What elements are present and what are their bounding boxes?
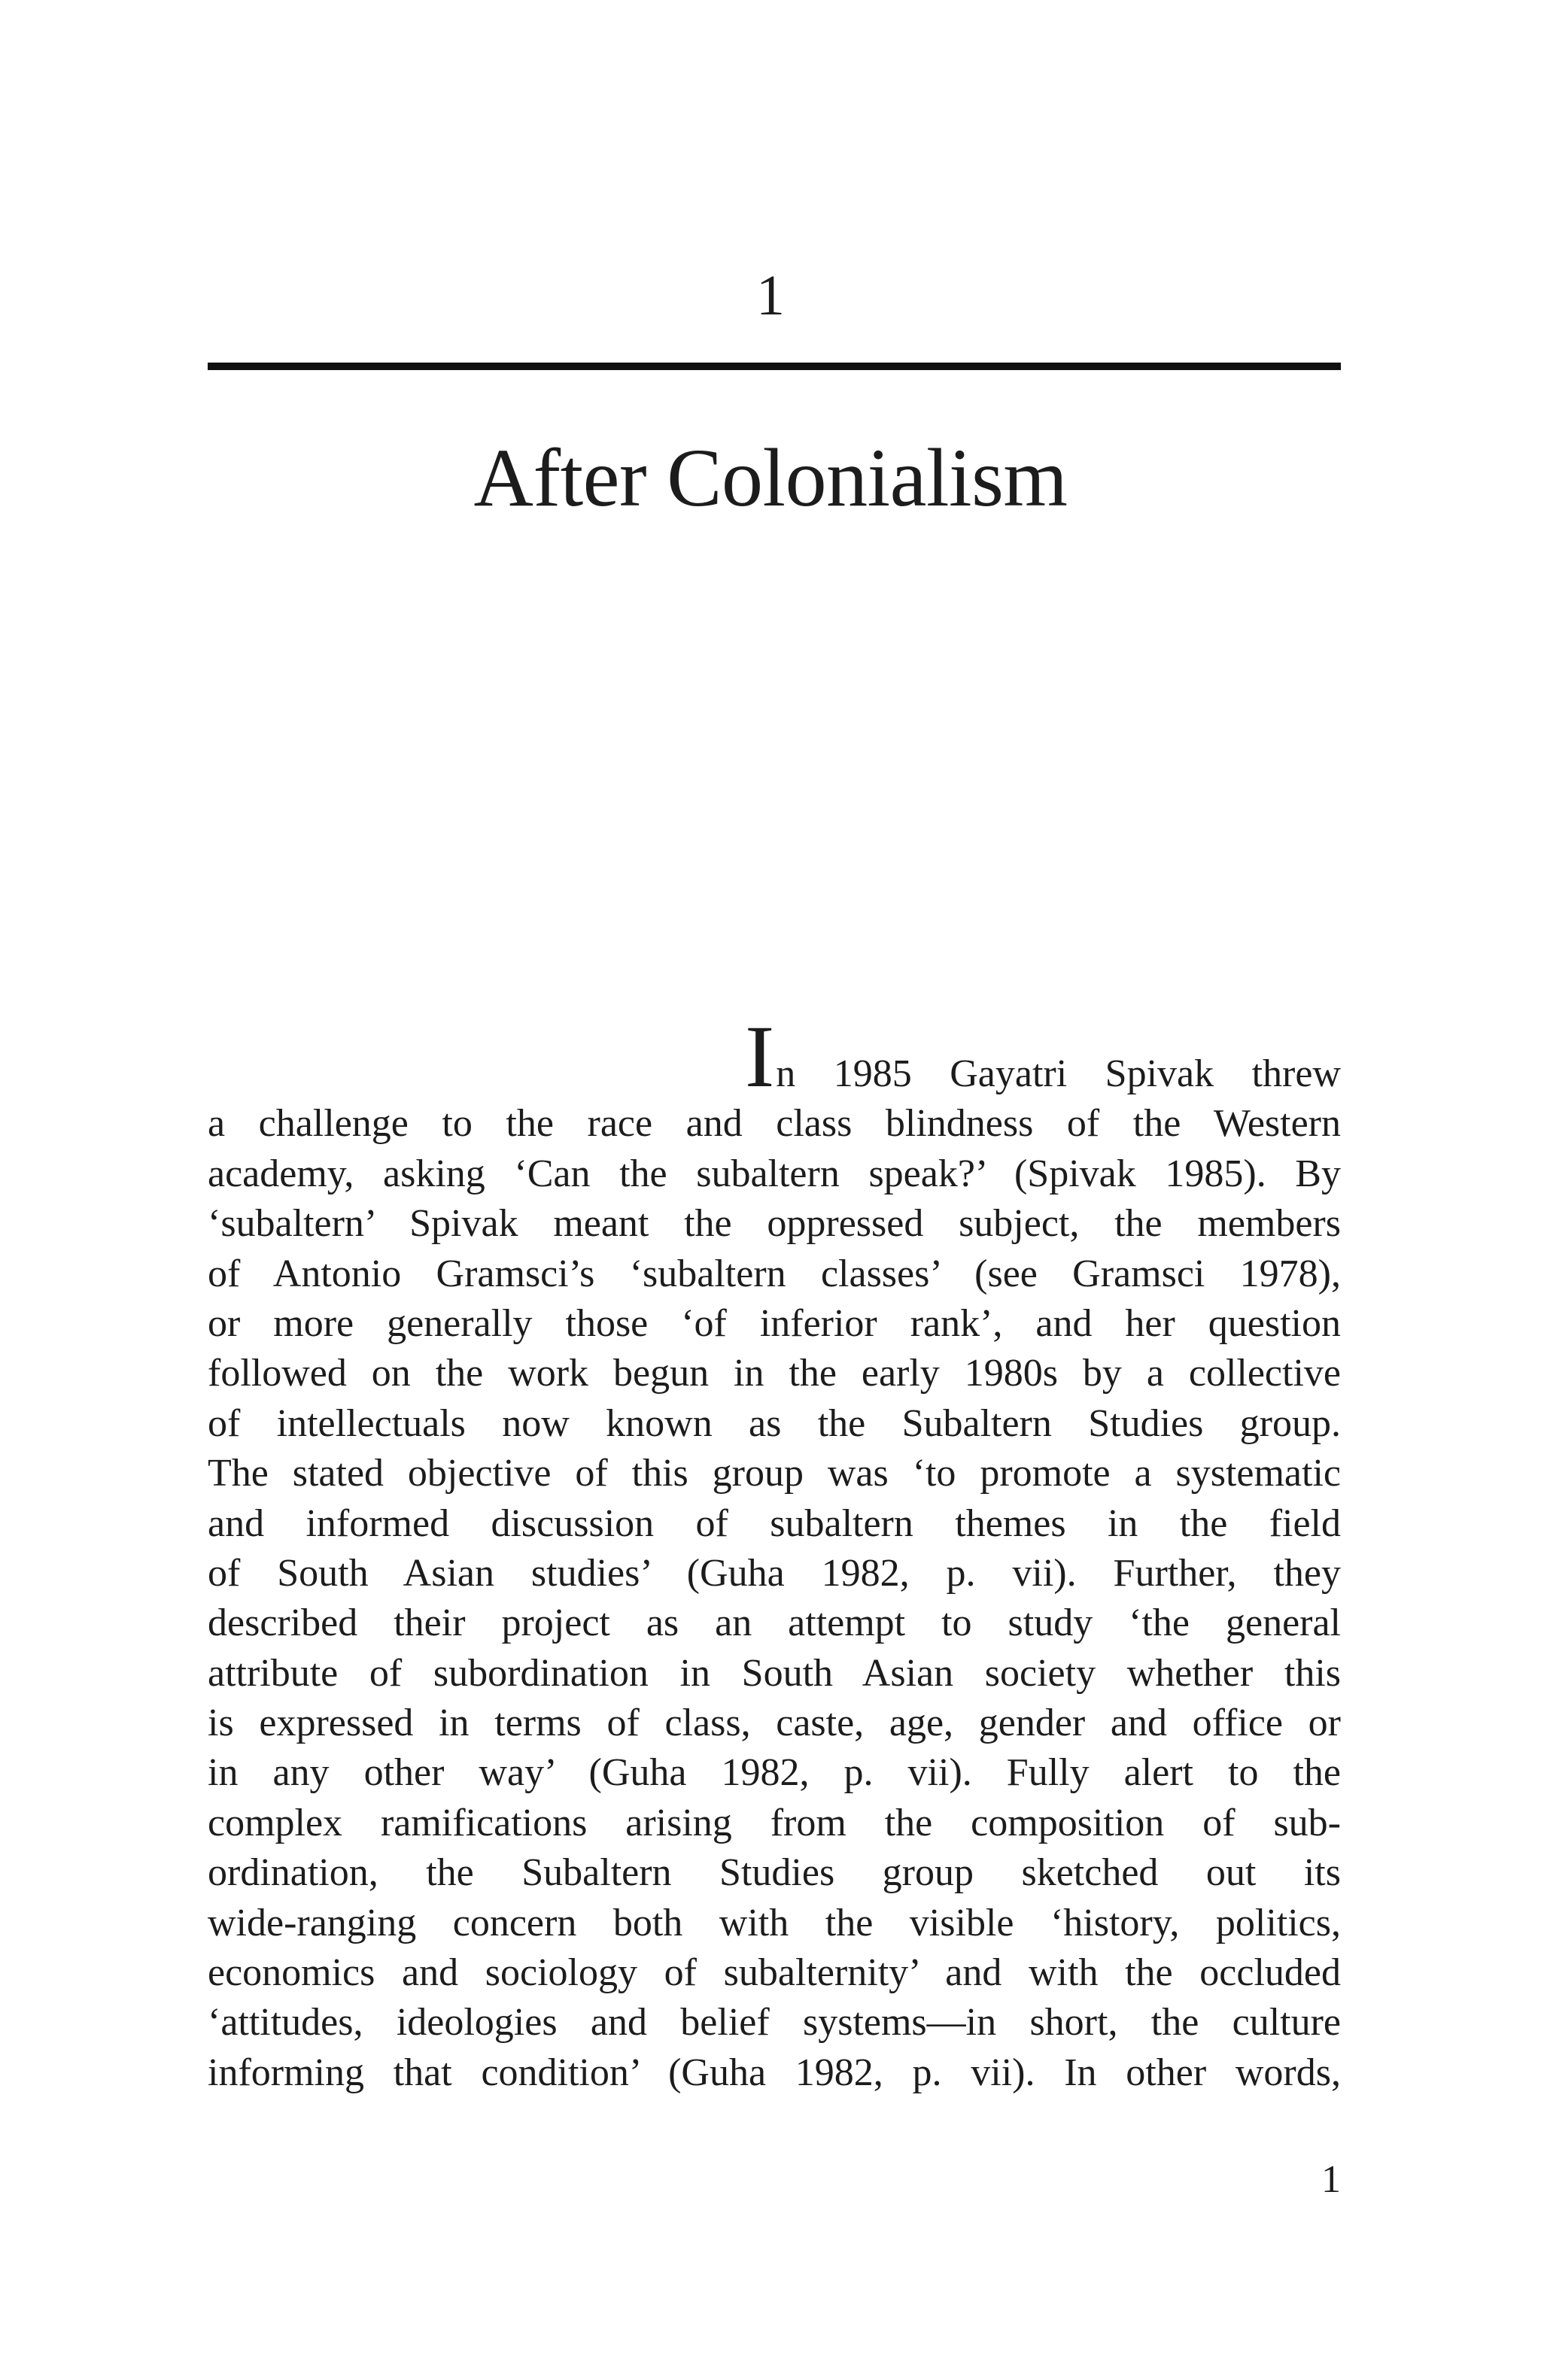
page-number: 1 [1321,2158,1341,2201]
body-line: economics and sociology of subalternity’ and with the occluded [208,1951,1341,1995]
chapter-number: 1 [756,264,785,327]
drop-cap: I [745,1007,775,1106]
body-line: wide-ranging concern both with the visible ‘history, politics, [208,1901,1341,1944]
body-line: or more generally those ‘of inferior rank’, and her question [208,1301,1341,1345]
body-line: complex ramifications arising from the composition of sub- [208,1801,1341,1844]
body-line: attribute of subordination in South Asian society whether this [208,1651,1341,1695]
body-line: academy, asking ‘Can the subaltern speak?’ (Spivak 1985). By [208,1152,1341,1195]
chapter-rule [208,363,1341,370]
first-line-text: n 1985 Gayatri Spivak threw [776,1052,1341,1095]
body-line: described their project as an attempt to study ‘the general [208,1601,1341,1645]
body-line: a challenge to the race and class blindness of the Western [208,1102,1341,1146]
body-line: of South Asian studies’ (Guha 1982, p. vii). Further, they [208,1551,1341,1595]
body-line: of Antonio Gramsci’s ‘subaltern classes’ (see Gramsci 1978), [208,1252,1341,1295]
body-line: ‘subaltern’ Spivak meant the oppressed subject, the members [208,1202,1341,1246]
chapter-title: After Colonialism [473,432,1068,524]
body-line: is expressed in terms of class, caste, age, gender and office or [208,1702,1341,1745]
body-line: and informed discussion of subaltern themes in the field [208,1501,1341,1545]
body-line: ordination, the Subaltern Studies group sketched out its [208,1851,1341,1895]
body-line [208,1007,1341,1106]
body-line: in any other way’ (Guha 1982, p. vii). Fully alert to the [208,1751,1341,1795]
body-paragraph [208,1007,1341,2098]
body-line: ‘attitudes, ideologies and belief systems—in short, the culture [208,2001,1341,2045]
body-line: followed on the work begun in the early 1980s by a collective [208,1352,1341,1395]
body-line: The stated objective of this group was ‘to promote a systematic [208,1452,1341,1495]
body-line: of intellectuals now known as the Subaltern Studies group. [208,1401,1341,1445]
body-line: informing that condition’ (Guha 1982, p. vii). In other words, [208,2051,1341,2094]
